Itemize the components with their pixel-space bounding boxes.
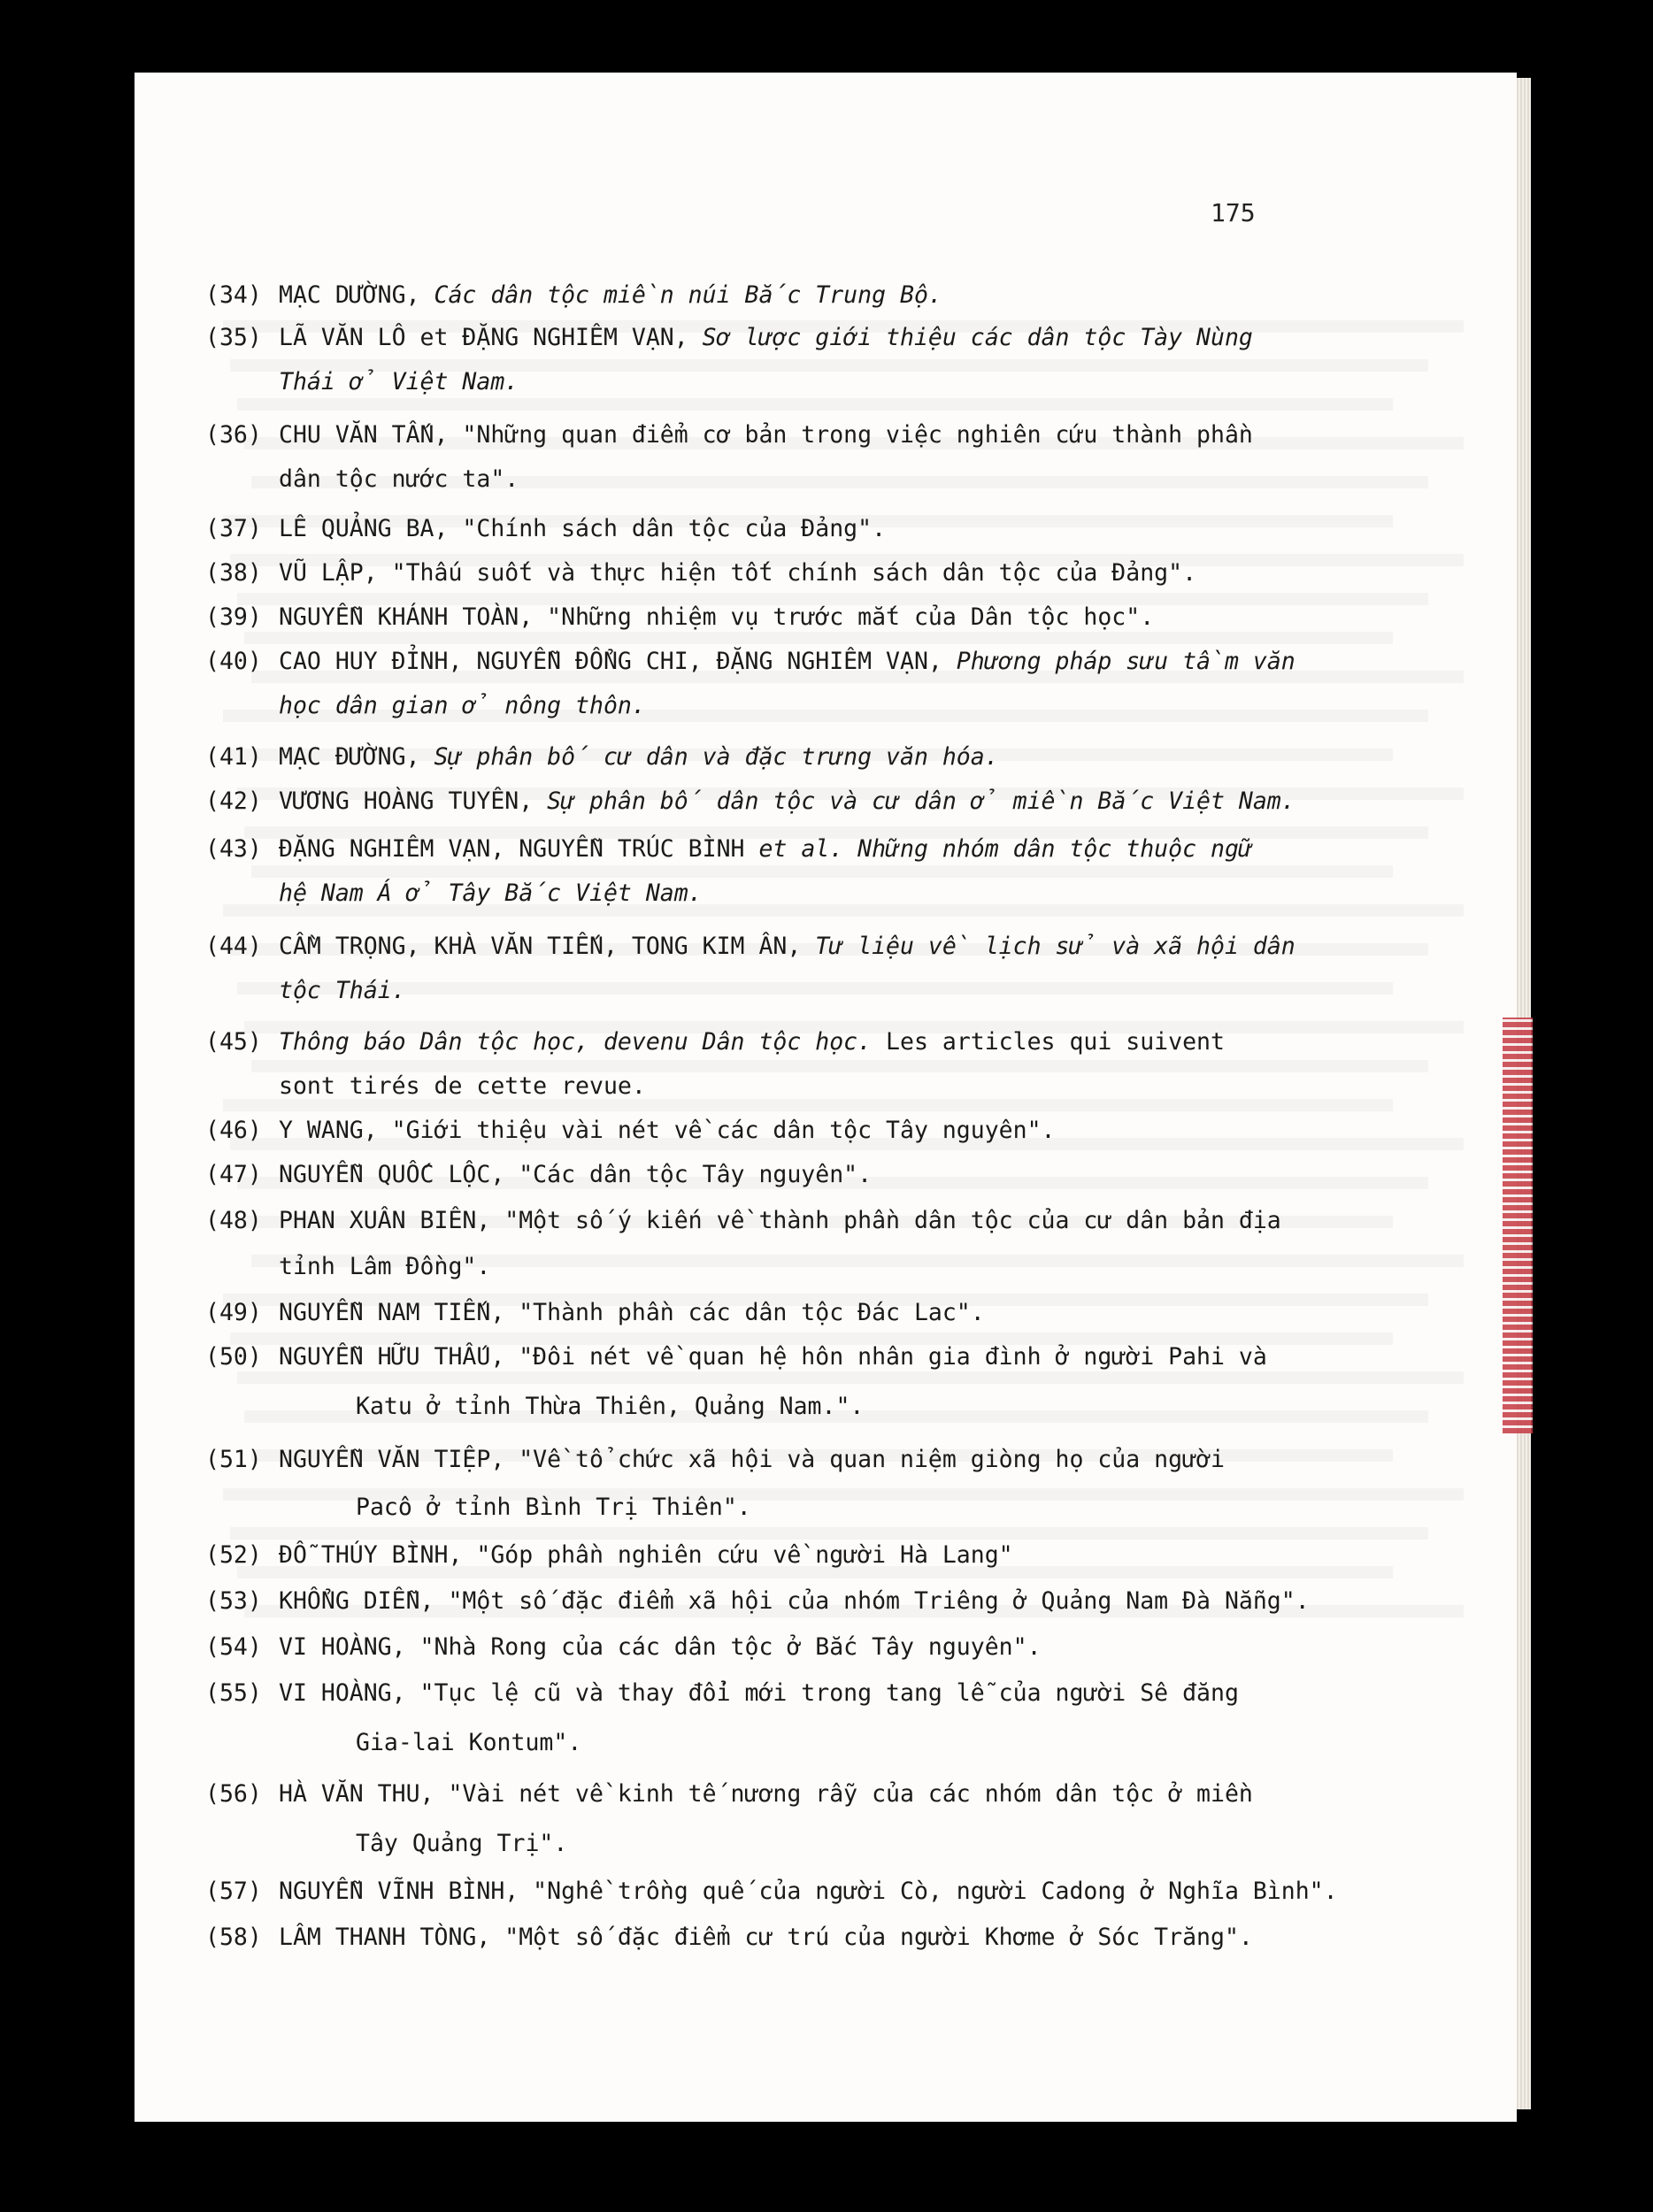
reference-line [205,1446,1225,1473]
reference-line [205,1830,567,1857]
reference-line [205,1729,581,1756]
reference-text: NGUYỄN KHÁNH TOÀN, "Những nhiệm vụ trước mắt của Dân tộc học". [279,603,1155,631]
reference-text: CẦM TRỌNG, KHÀ VĂN TIẾN, TONG KIM ÂN, [279,933,816,960]
reference-line [205,1028,1225,1056]
reference-line [205,1541,1013,1569]
reference-text: VŨ LẬP, "Thấu suốt và thực hiện tốt chính sách dân tộc của Đảng". [279,559,1197,587]
reference-text: LÊ QUẢNG BA, "Chính sách dân tộc của Đảng". [279,515,887,542]
reference-line [205,1924,1253,1951]
reference-number: (44) [205,933,262,960]
reference-line [205,1780,1253,1808]
reference-number: (47) [205,1161,262,1188]
reference-line [205,977,406,1004]
reference-line [205,515,886,542]
work-title: Thông báo Dân tộc học, devenu Dân tộc học. [279,1028,873,1056]
reference-line [205,692,646,719]
reference-number: (58) [205,1924,262,1951]
reference-text: HÀ VĂN THU, "Vài nét về kinh tế nương rẫy của các nhóm dân tộc ở miền [279,1780,1253,1808]
reference-number: (40) [205,648,262,675]
reference-text: PHAN XUÂN BIÊN, "Một số ý kiến về thành phần dân tộc của cư dân bản địa [279,1207,1281,1234]
reference-text: VI HOÀNG, "Tục lệ cũ và thay đổi mới trong tang lễ của người Sê đăng [279,1679,1239,1707]
reference-number: (42) [205,787,262,815]
reference-line [205,324,1253,351]
work-title: Thái ở Việt Nam. [279,368,519,396]
reference-line [205,465,519,493]
reference-text: NGUYỄN HỮU THẤU, "Đôi nét về quan hệ hôn nhân gia đình ở người Pahi và [279,1343,1267,1371]
reference-text: Gia-lai Kontum". [356,1729,582,1756]
work-title: tộc Thái. [279,977,406,1004]
reference-number: (45) [205,1028,262,1056]
reference-number: (38) [205,559,262,587]
reference-number: (46) [205,1117,262,1144]
reference-text: ĐẶNG NGHIÊM VẠN, NGUYỄN TRÚC BÌNH [279,835,759,863]
reference-text: Katu ở tỉnh Thừa Thiên, Quảng Nam.". [356,1393,865,1420]
reference-text: NGUYỄN QUỐC LỘC, "Các dân tộc Tây nguyên". [279,1161,873,1188]
reference-text: LÂM THANH TÒNG, "Một số đặc điểm cư trú của người Khơme ở Sóc Trăng". [279,1924,1253,1951]
work-title: Sự phân bố cư dân và đặc trưng văn hóa. [434,743,999,771]
reference-text: ĐỖ THÚY BÌNH, "Góp phần nghiên cứu về người Hà Lang" [279,1541,1013,1569]
reference-number: (50) [205,1343,262,1371]
reference-text: sont tirés de cette revue. [279,1072,646,1100]
reference-line [205,368,519,396]
reference-line [205,1633,1042,1661]
reference-line [205,1207,1281,1234]
reference-text: VƯƠNG HOÀNG TUYÊN, [279,787,548,815]
reference-number: (36) [205,421,262,449]
reference-number: (54) [205,1633,262,1661]
reference-text: tỉnh Lâm Đồng". [279,1253,491,1280]
reference-text: CHU VĂN TẤN, "Những quan điểm cơ bản trong việc nghiên cứu thành phần [279,421,1253,449]
page-number: 175 [1211,198,1256,227]
reference-line [205,1072,646,1100]
reference-line [205,421,1253,449]
work-title: hệ Nam Á ở Tây Bắc Việt Nam. [279,879,703,907]
reference-text: CAO HUY ĐỈNH, NGUYỄN ĐỔNG CHI, ĐẶNG NGHIÊM VẠN, [279,648,957,675]
work-title: học dân gian ở nông thôn. [279,692,646,719]
reference-line [205,1117,1056,1144]
reference-text: NGUYỄN VĂN TIỆP, "Về tổ chức xã hội và quan niệm giòng họ của người [279,1446,1225,1473]
reference-line [205,1494,751,1521]
reference-line [205,933,1295,960]
reference-number: (34) [205,281,262,309]
reference-text: Y WANG, "Giới thiệu vài nét về các dân tộc Tây nguyên". [279,1117,1056,1144]
reference-line [205,1587,1310,1615]
reference-line [205,1253,490,1280]
reference-text: dân tộc nước ta". [279,465,519,493]
work-title: Tư liệu về lịch sử và xã hội dân [815,933,1295,960]
work-title: Sơ lược giới thiệu các dân tộc Tày Nùng [702,324,1253,351]
reference-text: Tây Quảng Trị". [356,1830,568,1857]
reference-number: (41) [205,743,262,771]
reference-text: KHỔNG DIỄN, "Một số đặc điểm xã hội của nhóm Triêng ở Quảng Nam Đà Nẵng". [279,1587,1310,1615]
reference-number: (51) [205,1446,262,1473]
library-stamp [1503,1018,1533,1433]
reference-line [205,743,999,771]
reference-text: NGUYỄN VĨNH BÌNH, "Nghề trồng quế của người Cò, người Cadong ở Nghĩa Bình". [279,1878,1338,1905]
reference-line [205,879,703,907]
reference-number: (57) [205,1878,262,1905]
reference-text: Pacô ở tỉnh Bình Trị Thiên". [356,1494,751,1521]
reference-number: (49) [205,1299,262,1326]
work-title: et al. Những nhóm dân tộc thuộc ngữ [758,835,1253,863]
reference-number: (43) [205,835,262,863]
reference-line [205,1299,985,1326]
reference-line [205,648,1295,675]
work-title: Các dân tộc miền núi Bắc Trung Bộ. [434,281,942,309]
reference-line [205,1878,1338,1905]
reference-text: VI HOÀNG, "Nhà Rong của các dân tộc ở Bắc Tây nguyên". [279,1633,1042,1661]
reference-line [205,1679,1239,1707]
reference-line [205,835,1253,863]
reference-line [205,603,1154,631]
reference-text: MẠC ĐƯỜNG, [279,743,434,771]
reference-number: (53) [205,1587,262,1615]
reference-text: LÃ VĂN LÔ et ĐẶNG NGHIÊM VẠN, [279,324,703,351]
reference-line [205,1161,872,1188]
reference-line [205,1393,864,1420]
reference-number: (56) [205,1780,262,1808]
work-title: Sự phân bố dân tộc và cư dân ở miền Bắc Việt Nam. [547,787,1295,815]
reference-number: (52) [205,1541,262,1569]
reference-line [205,559,1196,587]
reference-line [205,1343,1267,1371]
reference-line [205,787,1295,815]
reference-text: MẠC DƯỜNG, [279,281,434,309]
reference-line [205,281,942,309]
reference-number: (35) [205,324,262,351]
work-title: Phương pháp sưu tầm văn [956,648,1295,675]
reference-number: (37) [205,515,262,542]
reference-number: (48) [205,1207,262,1234]
reference-number: (55) [205,1679,262,1707]
reference-text: NGUYỄN NAM TIẾN, "Thành phần các dân tộc Đác Lac". [279,1299,985,1326]
reference-number: (39) [205,603,262,631]
reference-text: Les articles qui suivent [872,1028,1225,1056]
